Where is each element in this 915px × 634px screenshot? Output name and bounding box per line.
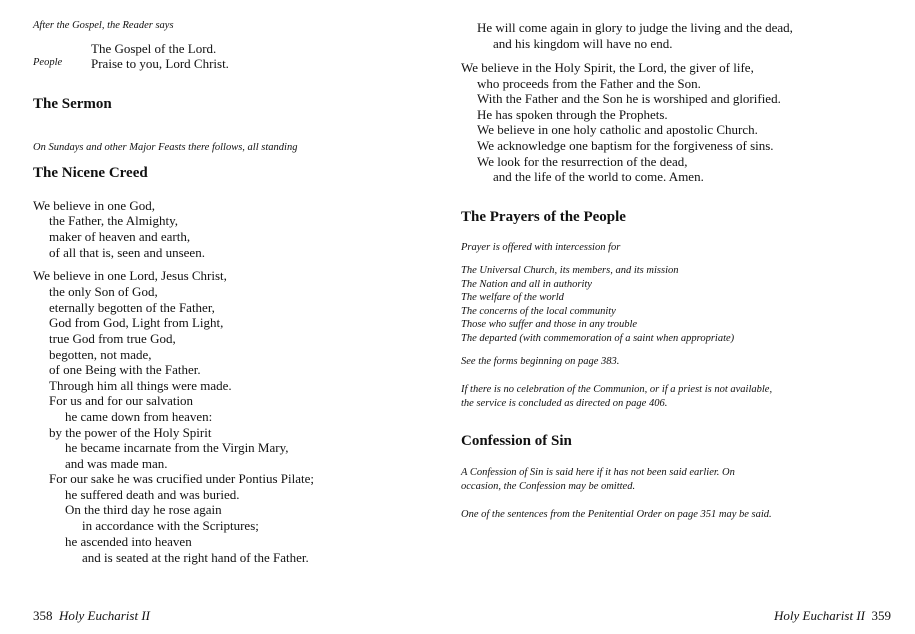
people-label: People (33, 57, 63, 68)
creed-line: He will come again in glory to judge the living and the dead, (477, 20, 793, 35)
creed-line: With the Father and the Son he is worshiped and glorified. (477, 91, 781, 106)
creed-line: eternally begotten of the Father, (49, 300, 215, 315)
right-folio (774, 608, 891, 624)
creed-line: begotten, not made, (49, 347, 152, 362)
creed-line: God from God, Light from Light, (49, 315, 224, 330)
creed-line: of all that is, seen and unseen. (49, 245, 205, 260)
creed-line: and his kingdom will have no end. (493, 36, 673, 51)
creed-line: We believe in the Holy Spirit, the Lord, the giver of life, (461, 60, 754, 75)
heading-prayers-of-the-people: The Prayers of the People (461, 209, 626, 225)
intercession-item: The welfare of the world (461, 292, 564, 303)
page-number: 358 (33, 608, 53, 623)
intercession-item: The departed (with commemoration of a saint when appropriate) (461, 333, 735, 344)
people-response: Praise to you, Lord Christ. (91, 56, 229, 71)
creed-line: We acknowledge one baptism for the forgiveness of sins. (477, 138, 774, 153)
rubric-confession: A Confession of Sin is said here if it has not been said earlier. On (461, 467, 735, 478)
creed-line: On the third day he rose again (65, 502, 222, 517)
creed-line: We believe in one Lord, Jesus Christ, (33, 268, 227, 283)
rubric-no-communion: If there is no celebration of the Communion, or if a priest is not available, (461, 384, 773, 395)
left-folio (33, 608, 150, 624)
rubric-gospel: After the Gospel, the Reader says (33, 20, 174, 31)
creed-line: he suffered death and was buried. (65, 487, 240, 502)
rubric-creed: On Sundays and other Major Feasts there follows, all standing (33, 142, 298, 153)
creed-line: and the life of the world to come. Amen. (493, 169, 704, 184)
creed-line: by the power of the Holy Spirit (49, 425, 212, 440)
creed-line: the Father, the Almighty, (49, 213, 178, 228)
creed-line: We believe in one God, (33, 198, 156, 213)
creed-line: For us and for our salvation (49, 393, 194, 408)
creed-line: who proceeds from the Father and the Son. (477, 76, 701, 91)
creed-line: We believe in one holy catholic and apostolic Church. (477, 122, 758, 137)
rubric-confession: occasion, the Confession may be omitted. (461, 481, 636, 492)
creed-line: and was made man. (65, 456, 168, 471)
heading-confession-of-sin: Confession of Sin (461, 433, 572, 449)
intercession-item: The Nation and all in authority (461, 279, 592, 290)
heading-nicene-creed: The Nicene Creed (33, 165, 148, 181)
creed-line: the only Son of God, (49, 284, 158, 299)
creed-line: For our sake he was crucified under Pontius Pilate; (49, 471, 314, 486)
creed-line: in accordance with the Scriptures; (82, 518, 259, 533)
rubric-no-communion: the service is concluded as directed on page 406. (461, 398, 668, 409)
creed-line: Through him all things were made. (49, 378, 232, 393)
creed-line: he became incarnate from the Virgin Mary, (65, 440, 289, 455)
running-title: Holy Eucharist II (774, 608, 865, 623)
rubric-sentences: One of the sentences from the Penitential Order on page 351 may be said. (461, 509, 772, 520)
creed-line: He has spoken through the Prophets. (477, 107, 668, 122)
creed-line: he ascended into heaven (65, 534, 192, 549)
running-title: Holy Eucharist II (59, 608, 150, 623)
creed-line: he came down from heaven: (65, 409, 213, 424)
rubric-forms: See the forms beginning on page 383. (461, 356, 620, 367)
creed-line: true God from true God, (49, 331, 176, 346)
creed-line: of one Being with the Father. (49, 362, 201, 377)
intercession-item: The Universal Church, its members, and its mission (461, 265, 679, 276)
heading-sermon: The Sermon (33, 96, 112, 112)
intercession-item: Those who suffer and those in any trouble (461, 319, 638, 330)
rubric-prayers: Prayer is offered with intercession for (461, 242, 621, 253)
creed-line: and is seated at the right hand of the Father. (82, 550, 309, 565)
reader-response: The Gospel of the Lord. (91, 41, 217, 56)
creed-line: We look for the resurrection of the dead, (477, 154, 688, 169)
page-number: 359 (871, 608, 891, 623)
intercession-item: The concerns of the local community (461, 306, 616, 317)
creed-line: maker of heaven and earth, (49, 229, 191, 244)
